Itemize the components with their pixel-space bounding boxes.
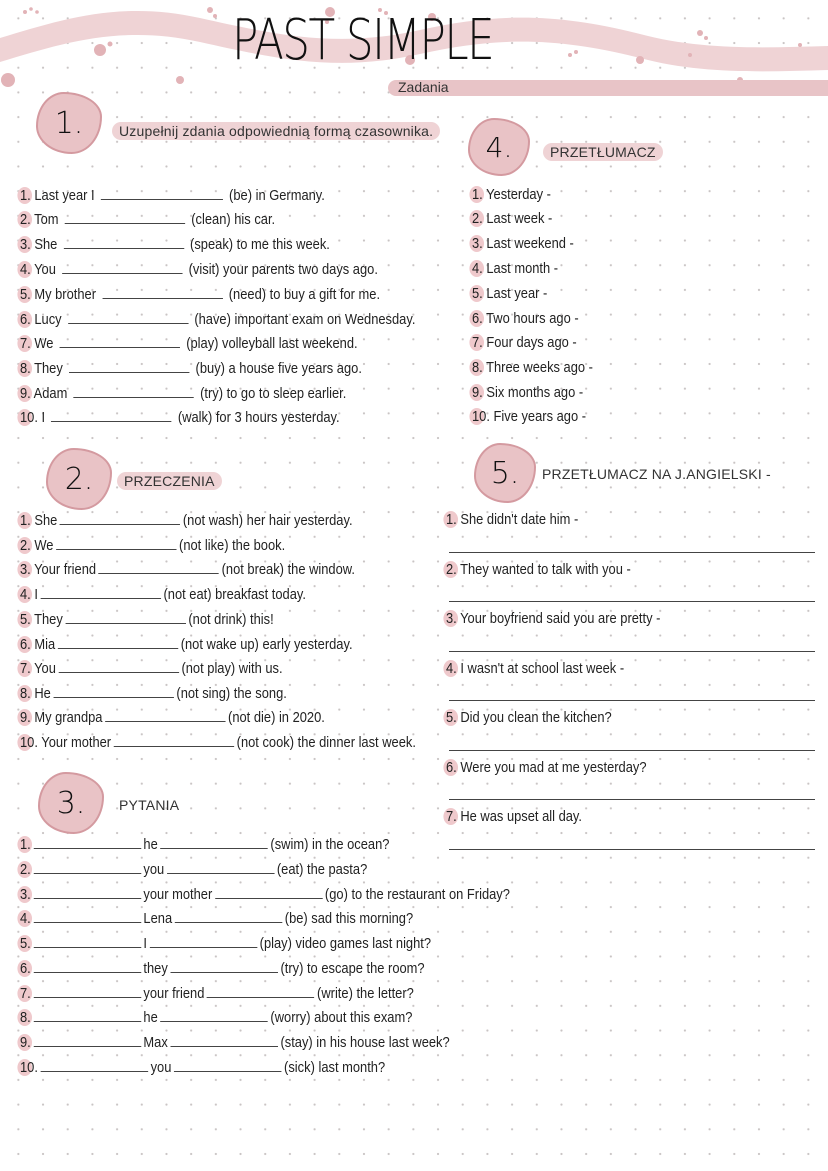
answer-blank[interactable] — [174, 1057, 282, 1072]
section-3-item: 6. they (try) to escape the room? — [20, 960, 425, 977]
answer-blank[interactable] — [65, 209, 185, 224]
answer-blank[interactable] — [215, 884, 323, 899]
answer-blank[interactable] — [160, 1007, 267, 1022]
answer-line[interactable] — [449, 700, 815, 701]
section-3-instruction: PYTANIA — [119, 797, 180, 813]
section-3-item: 7. your friend (write) the letter? — [20, 985, 414, 1002]
section-3-item: 5. I (play) video games last night? — [20, 935, 432, 952]
answer-blank[interactable] — [33, 1007, 141, 1022]
answer-blank[interactable] — [114, 732, 234, 747]
answer-blank[interactable] — [33, 884, 141, 899]
section-4-item: 3. Last weekend - — [472, 235, 574, 252]
section-3-item: 8. he (worry) about this exam? — [20, 1009, 413, 1026]
answer-line[interactable] — [449, 601, 815, 602]
section-4-item: 9. Six months ago - — [472, 384, 584, 401]
answer-blank[interactable] — [65, 609, 185, 624]
answer-blank[interactable] — [33, 859, 141, 874]
section-1-item: 6. Lucy (have) important exam on Wednesday. — [20, 311, 416, 328]
answer-blank[interactable] — [101, 185, 223, 200]
answer-blank[interactable] — [150, 933, 258, 948]
section-5-instruction: PRZETŁUMACZ NA J.ANGIELSKI - — [542, 466, 771, 482]
answer-blank[interactable] — [53, 683, 173, 698]
section-4-item: 7. Four days ago - — [472, 334, 577, 351]
answer-blank[interactable] — [69, 358, 189, 373]
section-5-item: 5. Did you clean the kitchen? — [446, 709, 612, 726]
section-5-item: 1. She didn't date him - — [446, 511, 579, 528]
section-4-item: 2. Last week - — [472, 210, 553, 227]
answer-blank[interactable] — [68, 309, 188, 324]
section-5-item: 4. I wasn't at school last week - — [446, 660, 625, 677]
answer-blank[interactable] — [175, 908, 283, 923]
answer-line[interactable] — [449, 849, 815, 850]
section-2-item: 8. He (not sing) the song. — [20, 685, 287, 702]
section-1-item: 2. Tom (clean) his car. — [20, 211, 276, 228]
answer-blank[interactable] — [207, 983, 314, 998]
answer-blank[interactable] — [60, 510, 180, 525]
section-1-item: 3. She (speak) to me this week. — [20, 236, 330, 253]
section-4-item: 6. Two hours ago - — [472, 310, 579, 327]
subtitle-highlight — [388, 80, 828, 96]
answer-blank[interactable] — [33, 933, 141, 948]
answer-blank[interactable] — [170, 1032, 278, 1047]
section-5-item: 7. He was upset all day. — [446, 808, 583, 825]
section-1-item: 10. I (walk) for 3 hours yesterday. — [20, 409, 340, 426]
section-5-item: 2. They wanted to talk with you - — [446, 561, 631, 578]
answer-blank[interactable] — [62, 259, 182, 274]
section-2-item: 1. She (not wash) her hair yesterday. — [20, 512, 353, 529]
section-1-item: 1. Last year I (be) in Germany. — [20, 187, 325, 204]
answer-blank[interactable] — [33, 1032, 141, 1047]
answer-blank[interactable] — [160, 834, 267, 849]
section-4-item: 10. Five years ago - — [472, 408, 587, 425]
section-2-badge: 2. — [46, 448, 112, 510]
section-3-item: 4. Lena (be) sad this morning? — [20, 910, 414, 927]
answer-blank[interactable] — [33, 908, 141, 923]
answer-blank[interactable] — [74, 383, 194, 398]
answer-blank[interactable] — [105, 707, 225, 722]
section-1-item: 8. They (buy) a house five years ago. — [20, 360, 362, 377]
answer-blank[interactable] — [167, 859, 275, 874]
section-2-item: 2. We (not like) the book. — [20, 537, 286, 554]
section-3-item: 1. he (swim) in the ocean? — [20, 836, 390, 853]
section-4-item: 1. Yesterday - — [472, 186, 551, 203]
answer-blank[interactable] — [102, 284, 222, 299]
section-2-item: 4. I (not eat) breakfast today. — [20, 586, 306, 603]
answer-blank[interactable] — [58, 658, 178, 673]
section-4-item: 8. Three weeks ago - — [472, 359, 593, 376]
section-1-item: 5. My brother (need) to buy a gift for me. — [20, 286, 381, 303]
answer-blank[interactable] — [33, 834, 141, 849]
section-2-item: 6. Mia (not wake up) early yesterday. — [20, 636, 353, 653]
answer-line[interactable] — [449, 552, 815, 553]
answer-blank[interactable] — [41, 584, 161, 599]
section-5-item: 3. Your boyfriend said you are pretty - — [446, 610, 661, 627]
section-2-item: 7. You (not play) with us. — [20, 660, 283, 677]
answer-blank[interactable] — [99, 559, 219, 574]
answer-blank[interactable] — [170, 958, 278, 973]
section-2-item: 9. My grandpa (not die) in 2020. — [20, 709, 325, 726]
section-4-instruction: PRZETŁUMACZ — [543, 143, 663, 161]
section-2-instruction: PRZECZENIA — [117, 472, 222, 490]
section-1-instruction: Uzupełnij zdania odpowiednią formą czasownika. — [112, 122, 440, 140]
section-3-item: 2. you (eat) the pasta? — [20, 861, 368, 878]
section-4-badge: 4. — [468, 118, 530, 176]
answer-blank[interactable] — [60, 333, 180, 348]
answer-line[interactable] — [449, 651, 815, 652]
answer-blank[interactable] — [51, 407, 171, 422]
section-5-item: 6. Were you mad at me yesterday? — [446, 759, 647, 776]
section-1-item: 7. We (play) volleyball last weekend. — [20, 335, 358, 352]
answer-line[interactable] — [449, 750, 815, 751]
answer-blank[interactable] — [63, 234, 183, 249]
section-5-badge: 5. — [474, 443, 536, 503]
section-2-item: 10. Your mother (not cook) the dinner last week. — [20, 734, 416, 751]
page-title: PAST SIMPLE — [232, 8, 494, 73]
section-4-item: 4. Last month - — [472, 260, 559, 277]
answer-line[interactable] — [449, 799, 815, 800]
page-subtitle: Zadania — [398, 79, 449, 95]
section-2-item: 5. They (not drink) this! — [20, 611, 274, 628]
section-3-badge: 3. — [38, 772, 104, 834]
section-3-item: 10. you (sick) last month? — [20, 1059, 386, 1076]
answer-blank[interactable] — [33, 958, 141, 973]
section-2-item: 3. Your friend (not break) the window. — [20, 561, 355, 578]
answer-blank[interactable] — [56, 535, 176, 550]
section-3-item: 3. your mother (go) to the restaurant on Friday? — [20, 886, 510, 903]
section-1-badge: 1. — [36, 92, 102, 154]
section-4-item: 5. Last year - — [472, 285, 548, 302]
answer-blank[interactable] — [33, 983, 141, 998]
answer-blank[interactable] — [41, 1057, 149, 1072]
answer-blank[interactable] — [58, 634, 178, 649]
section-1-item: 4. You (visit) your parents two days ago. — [20, 261, 378, 278]
section-1-item: 9. Adam (try) to go to sleep earlier. — [20, 385, 347, 402]
section-3-item: 9. Max (stay) in his house last week? — [20, 1034, 450, 1051]
